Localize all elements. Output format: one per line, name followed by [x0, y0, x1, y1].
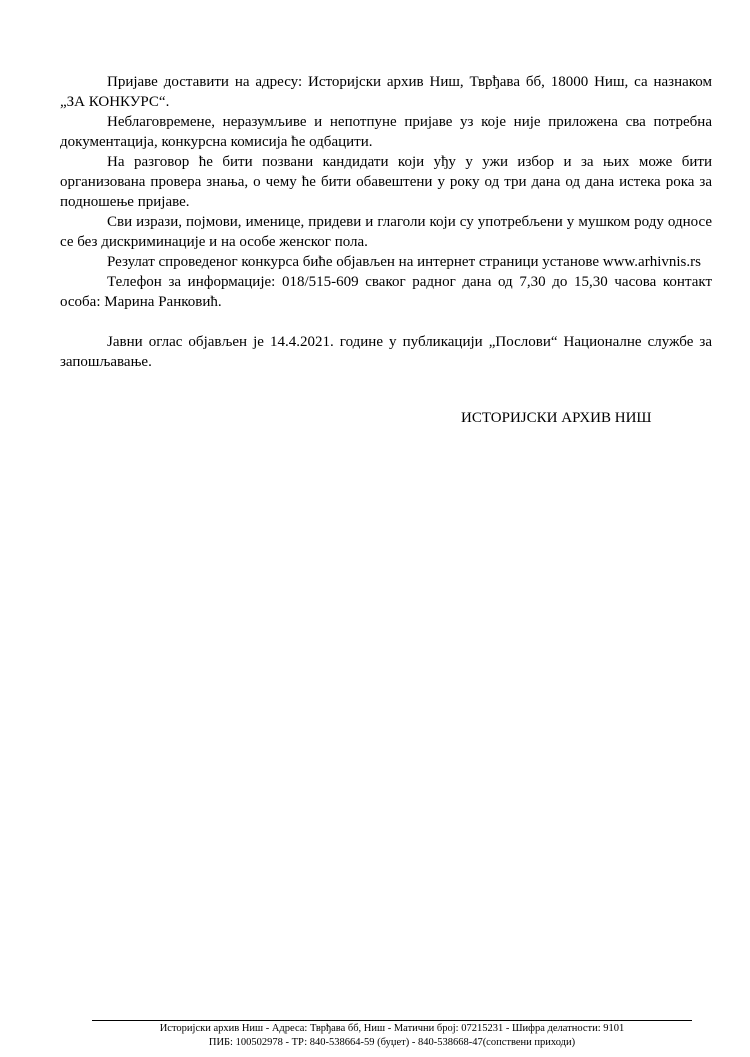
footer	[92, 1022, 692, 1050]
paragraph-contact-info: Телефон за информације: 018/515-609 сваког радног дана од 7,30 до 15,30 часова контакт особа: Марина Ранковић.	[60, 274, 712, 310]
paragraph-interview-info: На разговор ће бити позвани кандидати који уђу у ужи избор и за њих може бити организована провера знања, о чему ће бити обавештени у року од три дана од дана истека рока за подношење пријаве.	[60, 154, 712, 210]
paragraph-gender-note: Сви изрази, појмови, именице, придеви и глаголи који су употребљени у мушком роду односе се без дискриминације и на особе женског пола.	[60, 214, 712, 250]
signature-institution: ИСТОРИЈСКИ АРХИВ НИШ	[461, 410, 652, 426]
footer-line-bank: ПИБ: 100502978 - ТР: 840-538664-59 (буџет) - 840-538668-47(сопствени приходи)	[208, 1037, 576, 1048]
footer-divider	[92, 1020, 692, 1021]
paragraph-publication-note: Јавни оглас објављен је 14.4.2021. године у публикацији „Послови“ Националне службе за запошљавање.	[60, 334, 712, 370]
footer-line-address: Историјски архив Ниш - Адреса: Тврђава бб, Ниш - Матични број: 07215231 - Шифра делатности: 9101	[159, 1023, 625, 1034]
paragraph-spacer	[60, 312, 712, 332]
document-body	[60, 72, 712, 372]
paragraph-results-publication: Резулат спроведеног конкурса биће објављен на интернет страници установе www.arhivnis.rs	[107, 254, 701, 270]
paragraph-rejection-notice: Неблаговремене, неразумљиве и непотпуне пријаве уз које није приложена сва потребна документација, конкурсна комисија ће одбацити.	[60, 114, 712, 150]
paragraph-submission-address: Пријаве доставити на адресу: Историјски архив Ниш, Тврђава бб, 18000 Ниш, са назнаком „ЗА КОНКУРС“.	[60, 74, 712, 110]
